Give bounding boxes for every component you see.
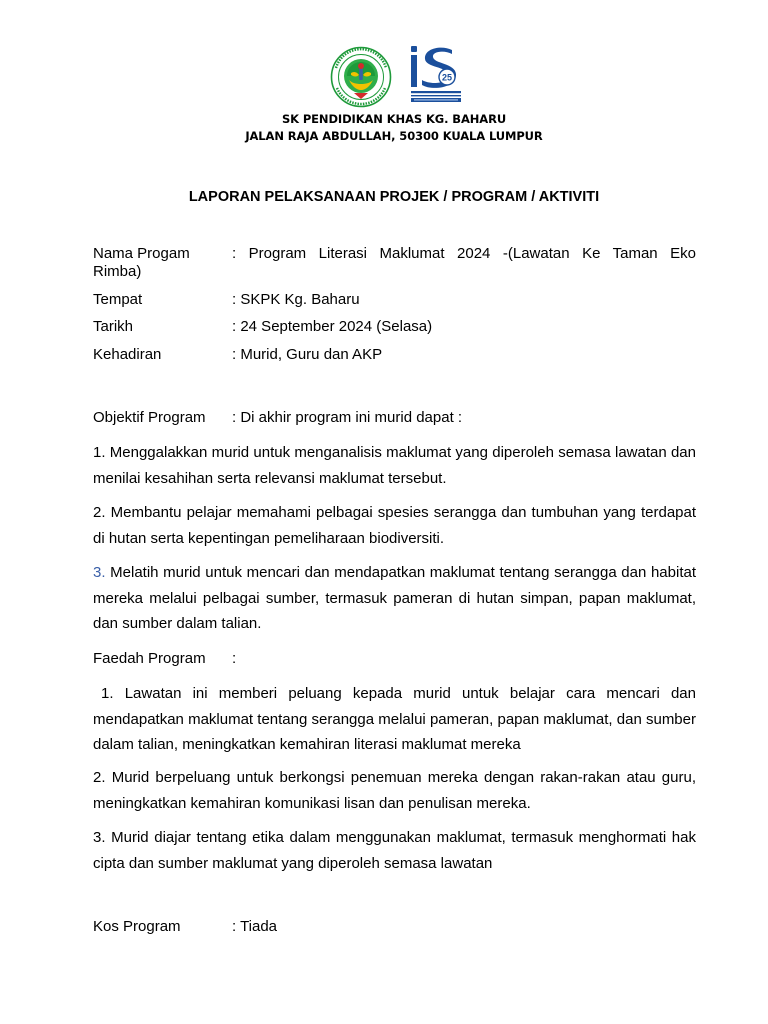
objektif-item-text: Membantu pelajar memahami pelbagai spesies serangga dan tumbuhan yang terdapat di hutan serta kepentingan pemeliharaan biodiversiti. — [93, 504, 697, 547]
faedah-value: : — [232, 650, 237, 667]
objektif-item — [93, 500, 696, 551]
faedah-item-text: Murid diajar tentang etika dalam menggunakan maklumat, termasuk menghormati hak cipta dan sumber maklumat yang diperoleh semasa lawatan — [93, 829, 696, 872]
faedah-item-number: 1. — [101, 685, 114, 702]
nama-program-value: : Program Literasi Maklumat 2024 -(Lawatan Ke Taman Eko — [232, 245, 696, 262]
faedah-item — [93, 765, 696, 816]
school-crest-icon — [330, 46, 392, 108]
objektif-item-text: Melatih murid untuk mencari dan mendapatkan maklumat tentang serangga dan habitat mereka melalui pelbagai sumber, termasuk pameran di hutan simpan, papan maklumat, dan sumber dalam talian. — [93, 564, 696, 632]
faedah-item — [93, 825, 696, 876]
is25-logo-icon — [408, 44, 464, 106]
faedah-item-number: 2. — [93, 769, 106, 786]
objektif-label: Objektif Program — [93, 409, 206, 426]
nama-program-value-cont: Rimba) — [93, 263, 142, 280]
objektif-item-text: Menggalakkan murid untuk menganalisis maklumat yang diperoleh semasa lawatan dan menilai kesahihan serta relevansi maklumat tersebut. — [93, 444, 696, 487]
faedah-item — [93, 681, 696, 758]
objektif-item — [93, 440, 696, 491]
kos-value: : Tiada — [232, 918, 278, 935]
objektif-item-number: 2. — [93, 504, 106, 521]
logo-row — [0, 42, 768, 108]
faedah-item-number: 3. — [93, 829, 106, 846]
tarikh-value: : 24 September 2024 (Selasa) — [232, 318, 433, 335]
kos-label: Kos Program — [93, 918, 181, 935]
school-name: SK PENDIDIKAN KHAS KG. BAHARU — [281, 112, 507, 126]
school-address: JALAN RAJA ABDULLAH, 50300 KUALA LUMPUR — [245, 129, 543, 143]
faedah-item-text: Lawatan ini memberi peluang kepada murid untuk belajar cara mencari dan mendapatkan maklumat tentang serangga melalui pameran, papan maklumat, dan sumber dalam talian, meningkatkan kemahiran literasi maklumat mereka — [93, 685, 696, 753]
tempat-value: : SKPK Kg. Baharu — [232, 291, 360, 308]
kehadiran-label: Kehadiran — [93, 346, 162, 363]
is-logo-number: 25 — [441, 72, 453, 83]
objektif-item-number: 3. — [93, 564, 106, 581]
faedah-label: Faedah Program — [93, 650, 206, 667]
report-title: LAPORAN PELAKSANAAN PROJEK / PROGRAM / AKTIVITI — [188, 189, 600, 205]
tempat-label: Tempat — [93, 291, 143, 308]
kehadiran-value: : Murid, Guru dan AKP — [232, 346, 383, 363]
nama-program-label: Nama Progam — [93, 245, 190, 262]
objektif-item-number: 1. — [93, 444, 106, 461]
objektif-value: : Di akhir program ini murid dapat : — [232, 409, 463, 426]
tarikh-label: Tarikh — [93, 318, 134, 335]
objektif-item — [93, 560, 696, 637]
faedah-item-text: Murid berpeluang untuk berkongsi penemuan mereka dengan rakan-rakan atau guru, meningkatkan kemahiran komunikasi lisan dan penulisan mereka. — [93, 769, 697, 812]
